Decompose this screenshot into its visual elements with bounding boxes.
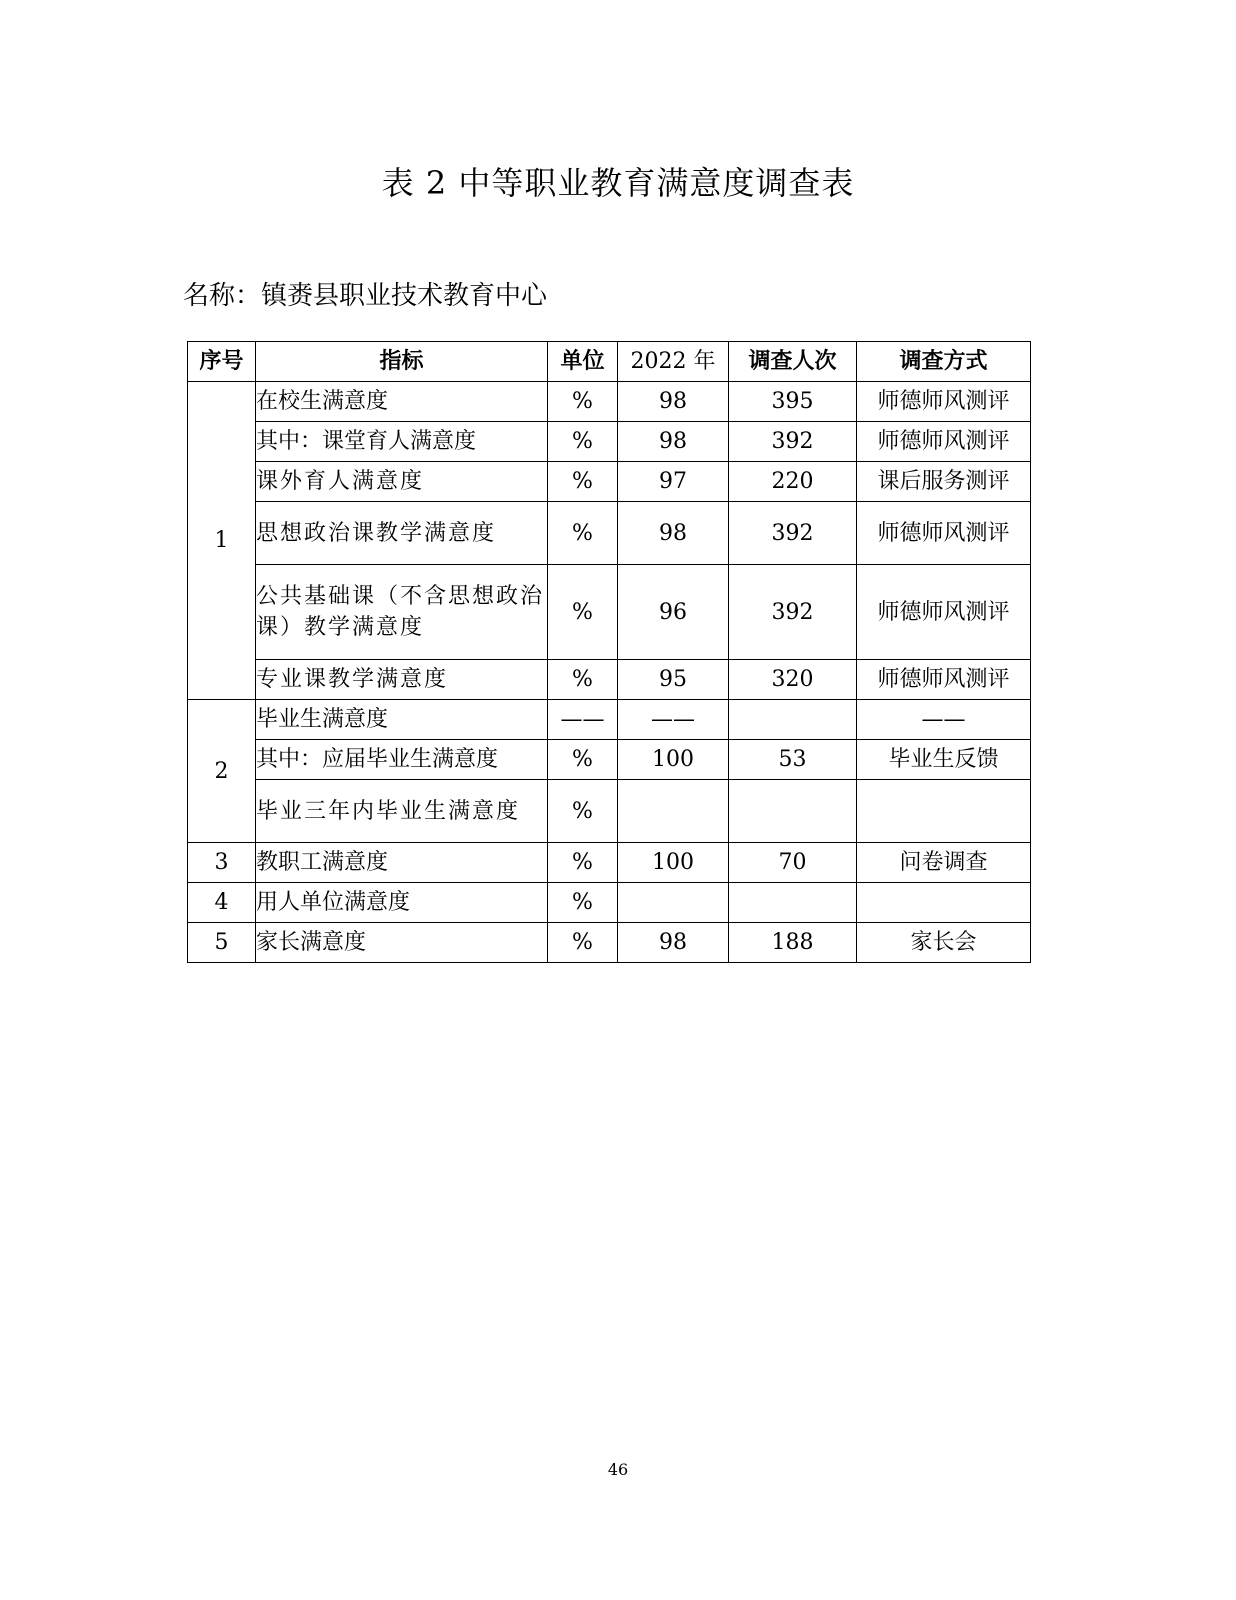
satisfaction-table <box>187 341 1031 963</box>
header-indicator: 指标 <box>256 342 548 382</box>
count-cell: 70 <box>729 843 857 883</box>
table-row <box>188 700 1031 740</box>
table-row <box>188 843 1031 883</box>
method-cell: 课后服务测评 <box>857 462 1031 502</box>
table-row <box>188 382 1031 422</box>
unit-cell: % <box>548 382 618 422</box>
seq-cell: 5 <box>188 923 256 963</box>
indicator-cell: 家长满意度 <box>256 923 548 963</box>
value-cell: 100 <box>618 740 729 780</box>
header-year: 2022 年 <box>618 342 729 382</box>
unit-cell: % <box>548 740 618 780</box>
value-cell: —— <box>618 700 729 740</box>
table-row <box>188 565 1031 660</box>
count-cell <box>729 780 857 843</box>
method-cell <box>857 883 1031 923</box>
unit-cell: % <box>548 843 618 883</box>
method-cell: 师德师风测评 <box>857 565 1031 660</box>
method-cell: —— <box>857 700 1031 740</box>
count-cell: 392 <box>729 502 857 565</box>
count-cell: 320 <box>729 660 857 700</box>
value-cell: 96 <box>618 565 729 660</box>
method-cell: 师德师风测评 <box>857 502 1031 565</box>
count-cell <box>729 883 857 923</box>
table-row <box>188 923 1031 963</box>
table-row <box>188 883 1031 923</box>
method-cell: 师德师风测评 <box>857 422 1031 462</box>
count-cell: 220 <box>729 462 857 502</box>
seq-cell: 4 <box>188 883 256 923</box>
indicator-cell: 课外育人满意度 <box>256 462 548 502</box>
method-cell: 问卷调查 <box>857 843 1031 883</box>
method-cell: 师德师风测评 <box>857 660 1031 700</box>
unit-cell: % <box>548 923 618 963</box>
value-cell: 100 <box>618 843 729 883</box>
count-cell <box>729 700 857 740</box>
method-cell <box>857 780 1031 843</box>
unit-cell: % <box>548 565 618 660</box>
indicator-cell: 专业课教学满意度 <box>256 660 548 700</box>
unit-cell: % <box>548 502 618 565</box>
page-title: 表 2 中等职业教育满意度调查表 <box>381 164 855 202</box>
header-seq: 序号 <box>188 342 256 382</box>
table-row <box>188 740 1031 780</box>
header-unit: 单位 <box>548 342 618 382</box>
value-cell: 98 <box>618 502 729 565</box>
method-cell: 毕业生反馈 <box>857 740 1031 780</box>
indicator-cell: 公共基础课（不含思想政治课）教学满意度 <box>256 565 548 660</box>
value-cell: 95 <box>618 660 729 700</box>
count-cell: 395 <box>729 382 857 422</box>
table-row <box>188 780 1031 843</box>
table-row <box>188 462 1031 502</box>
institution-name: 名称：镇赉县职业技术教育中心 <box>183 281 548 311</box>
value-cell: 98 <box>618 382 729 422</box>
unit-cell: —— <box>548 700 618 740</box>
indicator-cell: 用人单位满意度 <box>256 883 548 923</box>
header-count: 调查人次 <box>729 342 857 382</box>
page-number: 46 <box>607 1460 629 1479</box>
unit-cell: % <box>548 660 618 700</box>
count-cell: 392 <box>729 422 857 462</box>
table-header-row <box>188 342 1031 382</box>
value-cell <box>618 780 729 843</box>
unit-cell: % <box>548 462 618 502</box>
indicator-cell: 毕业生满意度 <box>256 700 548 740</box>
table-row <box>188 502 1031 565</box>
table-row <box>188 422 1031 462</box>
indicator-cell: 在校生满意度 <box>256 382 548 422</box>
indicator-cell: 其中：课堂育人满意度 <box>256 422 548 462</box>
seq-cell: 2 <box>188 700 256 843</box>
seq-cell: 1 <box>188 382 256 700</box>
table-row <box>188 660 1031 700</box>
unit-cell: % <box>548 422 618 462</box>
seq-cell: 3 <box>188 843 256 883</box>
unit-cell: % <box>548 780 618 843</box>
indicator-cell: 其中：应届毕业生满意度 <box>256 740 548 780</box>
value-cell: 98 <box>618 422 729 462</box>
unit-cell: % <box>548 883 618 923</box>
method-cell: 师德师风测评 <box>857 382 1031 422</box>
indicator-cell: 毕业三年内毕业生满意度 <box>256 780 548 843</box>
header-method: 调查方式 <box>857 342 1031 382</box>
indicator-cell: 思想政治课教学满意度 <box>256 502 548 565</box>
count-cell: 53 <box>729 740 857 780</box>
value-cell: 98 <box>618 923 729 963</box>
value-cell <box>618 883 729 923</box>
count-cell: 188 <box>729 923 857 963</box>
count-cell: 392 <box>729 565 857 660</box>
value-cell: 97 <box>618 462 729 502</box>
indicator-cell: 教职工满意度 <box>256 843 548 883</box>
method-cell: 家长会 <box>857 923 1031 963</box>
